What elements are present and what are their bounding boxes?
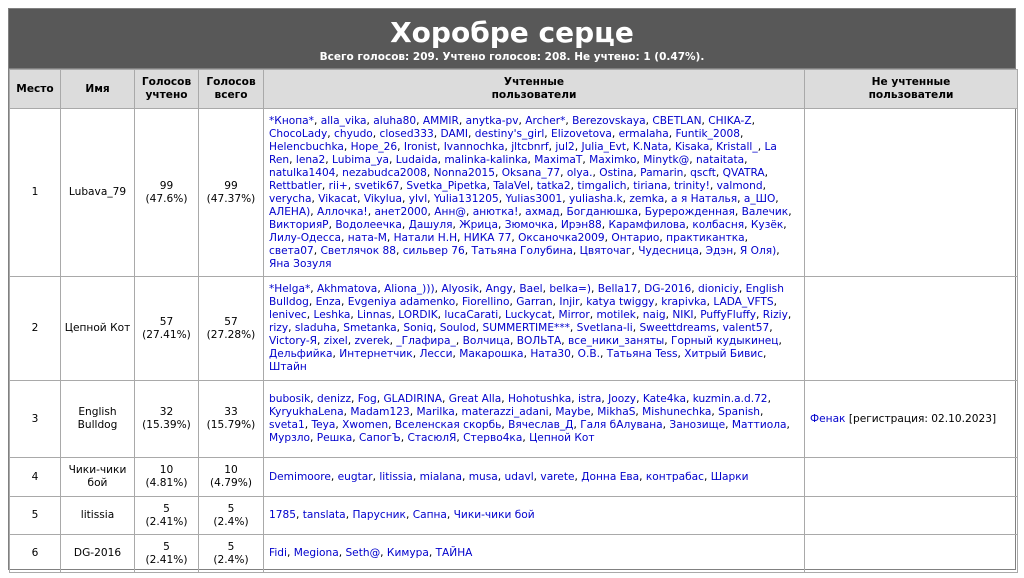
candidate-name: litissia xyxy=(80,509,115,521)
user-link[interactable]: Валечик xyxy=(741,205,789,218)
user-link[interactable]: Vikacat xyxy=(318,192,358,205)
user-link[interactable]: Ирэн88 xyxy=(560,218,602,231)
user-link[interactable]: NIKI xyxy=(672,309,694,321)
user-link[interactable]: jltcbnrf xyxy=(511,140,549,153)
table-row xyxy=(10,497,1018,535)
candidate-name: Цепной Кот xyxy=(64,322,131,334)
user-link[interactable]: Водолеечка xyxy=(335,218,402,231)
user-link[interactable]: Hope_26 xyxy=(350,140,398,153)
user-link[interactable]: Teya xyxy=(311,419,336,431)
user-link[interactable]: Nonna2015 xyxy=(433,166,495,179)
user-link[interactable]: ermalaha xyxy=(618,127,669,140)
user-link[interactable]: belka=) xyxy=(549,283,591,295)
votes-total-cell: 57 (27.28%) xyxy=(199,277,264,381)
user-link[interactable]: анет2000 xyxy=(374,205,428,218)
user-link[interactable]: ylvl xyxy=(408,192,428,205)
user-link[interactable]: Enza xyxy=(315,296,342,308)
candidate-name: Чики-чики бой xyxy=(68,464,127,489)
user-link[interactable]: Mishunechka xyxy=(642,406,712,418)
user-link[interactable]: MaximaT xyxy=(534,153,583,166)
user-link[interactable]: Great Alla xyxy=(448,393,502,405)
user-link[interactable]: lenivec xyxy=(269,309,307,321)
user-link[interactable]: а я Наталья xyxy=(670,192,738,205)
user-link[interactable]: все_ники_заняты xyxy=(568,335,665,347)
user-link[interactable]: Vikylua xyxy=(363,192,402,205)
user-link[interactable]: valmond xyxy=(716,179,763,192)
counted-users-cell: bubosik, denizz, Fog, GLADIRINA, Great Alla, Hohotushka, istra, Joozy, Kate4ka, kuzmin.a.d.72, KyryukhaLena, Madam123, Marilka, materazzi_adani, Maybe, MikhaS, Mishunechka, Spanish, sveta1, Teya, Xwomen, Вселенская скорбь, Вячеслав_Д, Галя бАлувана, Занозище, Маттиола, Мурзло, Решка, СапогЪ, СтасюлЯ, Стерво4ка, Цепной Кот xyxy=(264,381,805,458)
candidate-name: DG-2016 xyxy=(73,547,122,559)
user-link[interactable]: Кузёк xyxy=(750,218,784,231)
col-votes-counted: Голосов учтено xyxy=(135,70,199,109)
uncounted-users-cell xyxy=(805,535,1018,573)
user-link[interactable]: Карамфилова xyxy=(608,218,686,231)
user-link[interactable]: AMMIR xyxy=(422,114,459,127)
name-cell xyxy=(61,381,135,458)
votes-counted-cell: 32 (15.39%) xyxy=(135,381,199,458)
user-link[interactable]: Leshka xyxy=(313,309,351,321)
user-link[interactable]: Чудесница xyxy=(638,244,699,257)
user-link[interactable]: Я Оля) xyxy=(739,244,777,257)
user-link[interactable]: Bael xyxy=(519,283,543,295)
user-link[interactable]: Шарки xyxy=(710,470,749,483)
table-header-row xyxy=(10,70,1018,109)
user-link[interactable]: света07 xyxy=(269,244,314,257)
user-link[interactable]: Minytk@ xyxy=(643,153,690,166)
user-link[interactable]: DAMI xyxy=(440,127,468,140)
user-link[interactable]: udavl xyxy=(504,470,534,483)
place-cell: 2 xyxy=(10,277,61,381)
user-link[interactable]: LADA_VFTS xyxy=(713,296,774,308)
user-link[interactable]: Berezovskaya xyxy=(572,114,646,127)
user-link[interactable]: Чики-чики бой xyxy=(453,509,535,521)
user-link[interactable]: Натали Н.Н xyxy=(393,231,458,244)
user-link[interactable]: О.В. xyxy=(577,348,601,360)
user-link[interactable]: CBETLAN xyxy=(652,114,702,127)
table-row xyxy=(10,277,1018,381)
user-link[interactable]: English Bulldog xyxy=(269,283,784,308)
user-link[interactable]: *Helga* xyxy=(269,283,311,295)
uncounted-users-cell xyxy=(805,458,1018,497)
user-link[interactable]: CHIKA-Z xyxy=(708,114,752,127)
user-link[interactable]: lena2 xyxy=(295,153,326,166)
user-link[interactable]: sladuha xyxy=(294,322,337,334)
user-link[interactable]: Хитрый Бивис xyxy=(684,348,764,360)
user-link[interactable]: 1785 xyxy=(269,509,296,521)
user-link[interactable]: Madam123 xyxy=(350,406,410,418)
user-link[interactable]: PuffyFluffy xyxy=(700,309,757,321)
counted-users-cell: *Кнопа*, alla_vika, aluha80, AMMIR, anytka-pv, Archer*, Berezovskaya, CBETLAN, CHIKA-Z, ChocoLady, chyudo, closed333, DAMI, destiny's_girl, Elizovetova, ermalaha, Funtik_2008, Helencbuchka, Hope_26, Ironist, Ivannochka, jltcbnrf, jul2, Julia_Evt, K.Nata, Kisaka, Kristall_, La Ren, lena2, Lubima_ya, Ludaida, malinka-kalinka, MaximaT, Maximko, Minytk@, nataitata, natulka1404, nezabudca2008, Nonna2015, Oksana_77, olya., Ostina, Pamarin, qscft, QVATRA, Rettbatler, rii+, svetik67, Svetka_Pipetka, TalaVel, tatka2, timgalich, tiriana, trinity!, valmond, verycha, Vikacat, Vikylua, ylvl, Yulia131205, Yulias3001, yuliasha.k, zemka, а я Наталья, а_ШО, АЛЕНА), Аллочка!, анет2000, Анн@, анютка!, ахмад, Богданюшка, Бурерожденная, Валечик, ВикторияР, Водолеечка, Дашуля, Жрица, Зюмочка, Ирэн88, Карамфилова, колбасня, Кузёк, Лилу-Одесса, ната-М, Натали Н.Н, НИКА 77, Оксаночка2009, Онтарио, практикантка, света07, Светлячок 88, сильвер 76, Татьяна Голубина, Цвяточаг, Чудесница, Эдэн, Я Оля), Яна Зозуля xyxy=(264,109,805,277)
votes-total-cell: 5 (2.4%) xyxy=(199,535,264,573)
user-link[interactable]: alla_vika xyxy=(320,114,367,127)
user-link[interactable]: колбасня xyxy=(692,218,745,231)
user-link[interactable]: *Кнопа* xyxy=(269,114,314,127)
user-link[interactable]: а_ШО xyxy=(743,192,776,205)
user-link[interactable]: СапогЪ xyxy=(359,432,401,444)
user-link[interactable]: varete xyxy=(540,470,575,483)
user-link[interactable]: Alyosik xyxy=(441,283,479,295)
user-link[interactable]: Archer* xyxy=(525,114,566,127)
user-link[interactable]: Богданюшка xyxy=(566,205,639,218)
uncounted-users-cell xyxy=(805,109,1018,277)
name-cell xyxy=(61,458,135,497)
user-link[interactable]: olya. xyxy=(566,166,593,179)
user-link[interactable]: _Глафира_ xyxy=(396,335,456,347)
user-link[interactable]: Kisaka xyxy=(674,140,710,153)
user-link[interactable]: timgalich xyxy=(577,179,627,192)
user-link[interactable]: АЛЕНА) xyxy=(269,205,311,218)
votes-total-cell: 33 (15.79%) xyxy=(199,381,264,458)
user-link[interactable]: Luckycat xyxy=(504,309,552,321)
user-link[interactable]: контрабас xyxy=(645,470,704,483)
votes-counted-cell: 57 (27.41%) xyxy=(135,277,199,381)
votes-total-cell: 5 (2.4%) xyxy=(199,497,264,535)
user-link[interactable]: valent57 xyxy=(722,322,770,334)
user-link[interactable]: Вячеслав_Д xyxy=(508,419,574,431)
user-link[interactable]: Галя бАлувана xyxy=(580,419,663,431)
place-cell: 4 xyxy=(10,458,61,497)
user-link[interactable]: Штайн xyxy=(269,361,307,373)
candidate-name: Lubava_79 xyxy=(68,186,127,198)
user-link[interactable]: Ната30 xyxy=(530,348,571,360)
user-link[interactable]: Цепной Кот xyxy=(529,432,595,444)
user-link[interactable]: Victory-Я xyxy=(269,335,318,347)
user-link[interactable]: Лилу-Одесса xyxy=(269,231,342,244)
user-link[interactable]: mialana xyxy=(419,470,462,483)
user-link[interactable]: musa xyxy=(468,470,498,483)
user-link[interactable]: ChocoLady xyxy=(269,127,328,140)
user-link[interactable]: Xwomen xyxy=(342,419,389,431)
user-link[interactable]: chyudo xyxy=(334,127,373,140)
user-link[interactable]: lucaCarati xyxy=(444,309,499,321)
name-cell xyxy=(61,277,135,381)
user-link[interactable]: Maybe xyxy=(555,406,591,418)
table-row xyxy=(10,535,1018,573)
user-link[interactable]: DG-2016 xyxy=(644,283,692,295)
user-link[interactable]: Занозище xyxy=(669,419,726,431)
user-link[interactable]: Бурерожденная xyxy=(644,205,735,218)
user-link[interactable]: jul2 xyxy=(555,140,575,153)
user-link[interactable]: Fiorellino xyxy=(462,296,510,308)
vote-stats: Всего голосов: 209. Учтено голосов: 208. Не учтено: 1 (0.47%). xyxy=(319,51,705,63)
user-link[interactable]: ВОЛЬТА xyxy=(516,335,562,347)
votes-counted-cell: 5 (2.41%) xyxy=(135,535,199,573)
name-cell xyxy=(61,497,135,535)
user-link[interactable]: Лесси xyxy=(419,348,453,360)
user-link[interactable]: istra xyxy=(577,393,602,405)
user-link[interactable]: ТАЙНА xyxy=(435,547,473,559)
user-link[interactable]: Анн@ xyxy=(434,205,466,218)
user-link[interactable]: Онтарио xyxy=(611,231,660,244)
user-link[interactable]: Донна Ева xyxy=(581,470,640,483)
place-cell: 3 xyxy=(10,381,61,458)
uncounted-users-cell xyxy=(805,497,1018,535)
counted-users-cell: Fidi, Megiona, Seth@, Кимура, ТАЙНА xyxy=(264,535,805,573)
user-link[interactable]: Yulia131205 xyxy=(433,192,499,205)
user-link[interactable]: Maximko xyxy=(589,153,637,166)
poll-header xyxy=(9,9,1015,69)
uncounted-users-cell xyxy=(805,381,1018,458)
col-place: Место xyxy=(10,70,61,109)
col-uncounted-users: Не учтенные пользователи xyxy=(805,70,1018,109)
user-link[interactable]: Решка xyxy=(316,432,353,444)
user-link[interactable]: Дельфийка xyxy=(269,348,333,360)
user-link[interactable]: Bella17 xyxy=(597,283,638,295)
user-link[interactable]: Akhmatova xyxy=(317,283,378,295)
user-link[interactable]: naig xyxy=(642,309,666,321)
user-link[interactable]: tanslata xyxy=(302,509,346,521)
votes-total-cell: 10 (4.79%) xyxy=(199,458,264,497)
user-link[interactable]: Дашуля xyxy=(408,218,453,231)
user-link[interactable]: НИКА 77 xyxy=(463,231,512,244)
user-link[interactable]: Pamarin xyxy=(640,166,684,179)
user-link[interactable]: Smetanka xyxy=(343,322,397,334)
user-link[interactable]: zixel xyxy=(323,335,348,347)
user-link[interactable]: Garran xyxy=(516,296,553,308)
user-link[interactable]: Demimoore xyxy=(269,470,331,483)
user-link[interactable]: litissia xyxy=(379,470,413,483)
user-link[interactable]: ВикторияР xyxy=(269,218,329,231)
user-link[interactable]: Hohotushka xyxy=(508,393,572,405)
user-link[interactable]: Spanish xyxy=(718,406,761,418)
user-link[interactable]: Oksana_77 xyxy=(501,166,561,179)
user-link[interactable]: destiny's_girl xyxy=(474,127,545,140)
user-link[interactable]: natulka1404 xyxy=(269,166,336,179)
user-link[interactable]: anytka-pv xyxy=(465,114,519,127)
user-link[interactable]: Жрица xyxy=(459,218,498,231)
user-link[interactable]: сильвер 76 xyxy=(402,244,465,257)
user-link[interactable]: Helencbuchka xyxy=(269,140,344,153)
user-link[interactable]: ахмад xyxy=(525,205,560,218)
user-link[interactable]: Aliona_))) xyxy=(384,283,435,295)
user-link[interactable]: Яна Зозуля xyxy=(269,257,332,270)
user-link[interactable]: Injir xyxy=(559,296,580,308)
user-link[interactable]: sveta1 xyxy=(269,419,305,431)
user-link[interactable]: Оксаночка2009 xyxy=(518,231,605,244)
user-link[interactable]: Ostina xyxy=(599,166,634,179)
place-cell: 1 xyxy=(10,109,61,277)
user-link[interactable]: Цвяточаг xyxy=(579,244,632,257)
user-link[interactable]: Ludaida xyxy=(395,153,438,166)
user-link[interactable]: qscft xyxy=(690,166,716,179)
user-link[interactable]: Кимура xyxy=(386,547,429,559)
user-link[interactable]: materazzi_adani xyxy=(461,406,549,418)
user-link[interactable]: verycha xyxy=(269,192,312,205)
place-cell: 6 xyxy=(10,535,61,573)
votes-counted-cell: 5 (2.41%) xyxy=(135,497,199,535)
user-link[interactable]: Kristall_ xyxy=(716,140,758,153)
table-row xyxy=(10,109,1018,277)
user-link[interactable]: Rettbatler xyxy=(269,179,322,192)
user-link[interactable]: Joozy xyxy=(608,393,637,405)
votes-counted-cell: 10 (4.81%) xyxy=(135,458,199,497)
user-link[interactable]: SUMMERTIME*** xyxy=(482,322,570,334)
votes-total-cell: 99 (47.37%) xyxy=(199,109,264,277)
user-link[interactable]: MikhaS xyxy=(597,406,636,418)
col-name: Имя xyxy=(61,70,135,109)
user-link[interactable]: bubosik xyxy=(269,393,311,405)
user-link[interactable]: Riziy xyxy=(762,309,788,321)
user-link[interactable]: Вселенская скорбь xyxy=(394,419,502,431)
user-link[interactable]: Svetlana-li xyxy=(576,322,633,334)
results-table xyxy=(9,69,1018,573)
user-link[interactable]: Kate4ka xyxy=(642,393,686,405)
user-link[interactable]: tatka2 xyxy=(536,179,571,192)
user-link[interactable]: Mirror xyxy=(558,309,590,321)
user-link[interactable]: K.Nata xyxy=(632,140,669,153)
user-link[interactable]: tiriana xyxy=(633,179,668,192)
user-link[interactable]: krapivka xyxy=(661,296,707,308)
user-link[interactable]: анютка! xyxy=(472,205,519,218)
user-link[interactable]: rii+ xyxy=(328,179,348,192)
user-link[interactable]: Маттиола xyxy=(731,419,787,431)
user-link[interactable]: LORDIK xyxy=(398,309,438,321)
results-panel xyxy=(8,8,1016,570)
user-link[interactable]: QVATRA xyxy=(722,166,765,179)
user-link[interactable]: Зюмочка xyxy=(504,218,555,231)
user-link[interactable]: eugtar xyxy=(337,470,373,483)
user-link[interactable]: Волчица xyxy=(462,335,510,347)
user-link[interactable]: KyryukhaLena xyxy=(269,406,344,418)
user-link[interactable]: Fidi xyxy=(269,547,287,559)
user-link[interactable]: Megiona xyxy=(293,547,339,559)
user-link[interactable]: Yulias3001 xyxy=(505,192,563,205)
user-link[interactable]: Marilka xyxy=(416,406,455,418)
user-link[interactable]: Soulod xyxy=(439,322,476,334)
user-link[interactable]: Linnas xyxy=(357,309,392,321)
user-link[interactable]: katya twiggy xyxy=(586,296,655,308)
votes-counted-cell: 99 (47.6%) xyxy=(135,109,199,277)
user-link[interactable]: trinity! xyxy=(674,179,710,192)
user-link[interactable]: Evgeniya adamenko xyxy=(347,296,456,308)
user-link[interactable]: TalaVel xyxy=(493,179,530,192)
user-link[interactable]: La Ren xyxy=(269,140,777,166)
user-link[interactable]: nezabudca2008 xyxy=(342,166,427,179)
user-link[interactable]: Мурзло xyxy=(269,432,311,444)
user-link[interactable]: Парусник xyxy=(352,509,406,521)
user-link[interactable]: svetik67 xyxy=(354,179,400,192)
user-link[interactable]: СтасюлЯ xyxy=(407,432,457,444)
counted-users-cell: 1785, tanslata, Парусник, Сапна, Чики-чики бой xyxy=(264,497,805,535)
user-link[interactable]: nataitata xyxy=(696,153,745,166)
user-link[interactable]: практикантка xyxy=(666,231,745,244)
user-link[interactable]: Стерво4ка xyxy=(463,432,523,444)
user-link[interactable]: Фенак xyxy=(810,412,846,425)
user-link[interactable]: closed333 xyxy=(379,127,434,140)
name-cell xyxy=(61,109,135,277)
user-link[interactable]: zverek xyxy=(354,335,390,347)
counted-users-cell: Demimoore, eugtar, litissia, mialana, musa, udavl, varete, Донна Ева, контрабас, Шарки xyxy=(264,458,805,497)
user-link[interactable]: Татьяна Голубина xyxy=(471,244,573,257)
user-link[interactable]: Soniq xyxy=(403,322,433,334)
user-link[interactable]: motilek xyxy=(596,309,636,321)
counted-users-cell: *Helga*, Akhmatova, Aliona_))), Alyosik, Angy, Bael, belka=), Bella17, DG-2016, dioniciy, English Bulldog, Enza, Evgeniya adamenko, Fiorellino, Garran, Injir, katya twiggy, krapivka, LADA_VFTS, lenivec, Leshka, Linnas, LORDIK, lucaCarati, Luckycat, Mirror, motilek, naig, NIKI, PuffyFluffy, Riziy, rizy, sladuha, Smetanka, Soniq, Soulod, SUMMERTIME***, Svetlana-li, Sweettdreams, valent57, Victory-Я, zixel, zverek, _Глафира_, Волчица, ВОЛЬТА, все_ники_заняты, Горный кудыкинец, Дельфийка, Интернетчик, Лесси, Макарошка, Ната30, О.В., Татьяна Tess, Хитрый Бивис, Штайн xyxy=(264,277,805,381)
user-link[interactable]: kuzmin.a.d.72 xyxy=(692,393,768,405)
col-counted-users: Учтенные пользователи xyxy=(264,70,805,109)
table-row xyxy=(10,381,1018,458)
user-link[interactable]: zemka xyxy=(629,192,665,205)
user-link[interactable]: yuliasha.k xyxy=(569,192,623,205)
user-link[interactable]: ната-М xyxy=(347,231,387,244)
user-link[interactable]: Fog xyxy=(357,393,377,405)
registration-note: [регистрация: 02.10.2023] xyxy=(848,412,997,425)
user-link[interactable]: Макарошка xyxy=(459,348,524,360)
uncounted-users-cell xyxy=(805,277,1018,381)
user-link[interactable]: Funtik_2008 xyxy=(675,127,740,140)
user-link[interactable]: malinka-kalinka xyxy=(444,153,528,166)
user-link[interactable]: Julia_Evt xyxy=(581,140,627,153)
col-votes-total: Голосов всего xyxy=(199,70,264,109)
table-row xyxy=(10,458,1018,497)
user-link[interactable]: Светлячок 88 xyxy=(320,244,396,257)
user-link[interactable]: Sweettdreams xyxy=(639,322,716,334)
user-link[interactable]: Аллочка! xyxy=(317,205,368,218)
user-link[interactable]: dioniciy xyxy=(698,283,739,295)
user-link[interactable]: aluha80 xyxy=(373,114,417,127)
user-link[interactable]: Seth@ xyxy=(345,547,381,559)
user-link[interactable]: Ironist xyxy=(403,140,437,153)
name-cell xyxy=(61,535,135,573)
poll-title: Хоробре серце xyxy=(390,16,634,49)
user-link[interactable]: Ivannochka xyxy=(443,140,505,153)
user-link[interactable]: Горный кудыкинец xyxy=(671,335,779,347)
user-link[interactable]: Сапна xyxy=(412,509,447,521)
user-link[interactable]: Интернетчик xyxy=(339,348,413,360)
candidate-name: English Bulldog xyxy=(77,406,118,431)
user-link[interactable]: GLADIRINA xyxy=(383,393,442,405)
user-link[interactable]: denizz xyxy=(317,393,352,405)
user-link[interactable]: Татьяна Tess xyxy=(606,348,678,360)
user-link[interactable]: Angy xyxy=(485,283,513,295)
user-link[interactable]: Elizovetova xyxy=(551,127,612,140)
user-link[interactable]: Эдэн xyxy=(705,244,734,257)
user-link[interactable]: rizy xyxy=(269,322,289,334)
user-link[interactable]: Svetka_Pipetka xyxy=(406,179,487,192)
user-link[interactable]: Lubima_ya xyxy=(332,153,390,166)
place-cell: 5 xyxy=(10,497,61,535)
